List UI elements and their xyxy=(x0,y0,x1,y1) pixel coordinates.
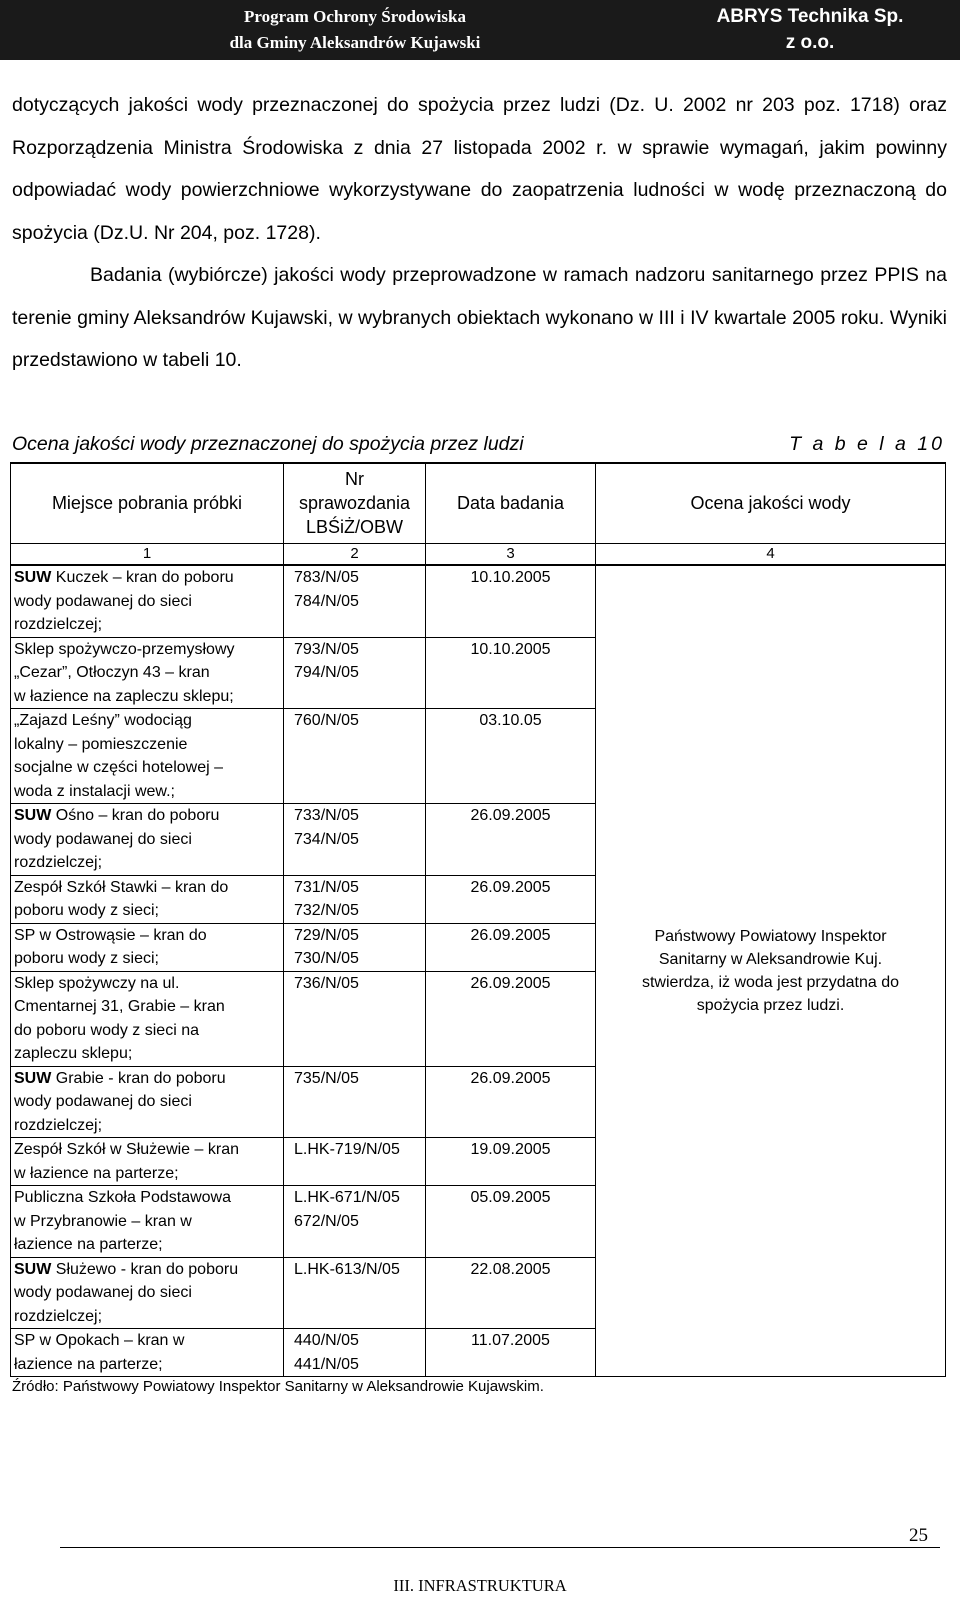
column-number: 1 xyxy=(11,543,284,565)
location-line: zapleczu sklepu; xyxy=(14,1045,133,1062)
report-number-line: 729/N/05 xyxy=(294,926,359,944)
facility-type: SUW xyxy=(14,1069,52,1087)
location-line: łazience na parterze; xyxy=(14,1355,163,1373)
report-number-line: 736/N/05 xyxy=(294,974,359,992)
assessment-line: stwierdza, iż woda jest przydatna do xyxy=(641,974,899,991)
table-caption xyxy=(12,433,947,463)
sample-location xyxy=(11,875,284,923)
location-line: w łazience na parterze; xyxy=(14,1164,179,1182)
header-data-badania: Data badania xyxy=(426,463,596,543)
table-title: Ocena jakości wody przeznaczonej do spożycia przez ludzi xyxy=(12,433,524,455)
assessment-line: spożycia przez ludzi. xyxy=(696,997,845,1014)
sample-location xyxy=(11,1138,284,1186)
report-number xyxy=(284,1186,426,1258)
assessment-line: Sanitarny w Aleksandrowie Kuj. xyxy=(658,951,883,968)
location-line: „Cezar”, Otłoczyn 43 – kran xyxy=(14,664,210,681)
table-label: T a b e l a 10 xyxy=(789,433,945,455)
location-line: rozdzielczej; xyxy=(14,616,103,633)
location-text: Służewo - kran do poboru xyxy=(51,1260,239,1278)
test-date: 26.09.2005 xyxy=(426,971,596,1066)
test-date: 26.09.2005 xyxy=(426,804,596,876)
location-line: wody podawanej do sieci xyxy=(14,1284,192,1301)
test-date: 26.09.2005 xyxy=(426,1066,596,1138)
column-number: 3 xyxy=(426,543,596,565)
location-line: Publiczna Szkoła Podstawowa xyxy=(14,1189,232,1206)
location-line: SP w Ostrowąsie – kran do xyxy=(14,926,207,944)
paragraph-2: Badania (wybiórcze) jakości wody przeprowadzone w ramach nadzoru sanitarnego przez PPIS na terenie gminy Aleksandrów Kujawski, w wybranych obiektach wykonano w III i IV kwartale 2005 roku. Wyniki przedstawiono w tabeli 10. xyxy=(12,264,947,371)
location-line: woda z instalacji wew.; xyxy=(14,782,175,800)
report-number-line: 794/N/05 xyxy=(294,664,359,681)
report-number xyxy=(284,1066,426,1138)
location-line: Sklep spożywczy na ul. xyxy=(14,974,180,992)
location-text: Kuczek – kran do poboru xyxy=(51,569,234,586)
report-number xyxy=(284,971,426,1066)
header-company-name xyxy=(660,4,960,56)
body-text xyxy=(12,84,947,382)
report-number-line: 672/N/05 xyxy=(294,1212,359,1230)
report-number xyxy=(284,1329,426,1377)
report-number xyxy=(284,1257,426,1329)
sample-location xyxy=(11,804,284,876)
report-number xyxy=(284,875,426,923)
paragraph-1: dotyczących jakości wody przeznaczonej do spożycia przez ludzi (Dz. U. 2002 nr 203 poz. 1718) oraz Rozporządzenia Ministra Środowiska z dnia 27 listopada 2002 r. w sprawie wymagań, jakim powinny odpowiadać wody powierzchniowe wykorzystywane do zaopatrzenia ludności w wodę przeznaczoną do spożycia (Dz.U. Nr 204, poz. 1728). xyxy=(12,94,947,244)
sample-location xyxy=(11,1329,284,1377)
header-left-line2: dla Gminy Aleksandrów Kujawski xyxy=(229,33,481,52)
location-line xyxy=(14,1067,280,1091)
sample-location xyxy=(11,565,284,637)
location-line: w Przybranowie – kran w xyxy=(14,1212,192,1230)
report-number-line: 441/N/05 xyxy=(294,1355,359,1373)
assessment-line: Państwowy Powiatowy Inspektor xyxy=(654,928,887,945)
table-source-note: Źródło: Państwowy Powiatowy Inspektor Sanitarny w Aleksandrowie Kujawskim. xyxy=(12,1378,544,1395)
location-line: rozdzielczej; xyxy=(14,1116,103,1134)
report-number xyxy=(284,923,426,971)
quality-assessment xyxy=(596,565,946,1377)
footer-divider xyxy=(60,1547,940,1548)
table-container xyxy=(10,462,946,1377)
location-text: Grabie - kran do poboru xyxy=(51,1069,226,1087)
location-line: rozdzielczej; xyxy=(14,854,103,871)
facility-type: SUW xyxy=(14,569,52,586)
test-date: 05.09.2005 xyxy=(426,1186,596,1258)
header-program-title xyxy=(195,4,515,56)
report-number xyxy=(284,1138,426,1186)
facility-type: SUW xyxy=(14,1260,52,1278)
location-line: poboru wody z sieci; xyxy=(14,950,159,967)
test-date: 10.10.2005 xyxy=(426,637,596,709)
test-date: 26.09.2005 xyxy=(426,923,596,971)
location-line: lokalny – pomieszczenie xyxy=(14,735,188,753)
header-ocena: Ocena jakości wody xyxy=(596,463,946,543)
location-line: socjalne w części hotelowej – xyxy=(14,759,223,776)
location-line: SP w Opokach – kran w xyxy=(14,1332,185,1349)
report-number-line: 733/N/05 xyxy=(294,807,359,824)
test-date: 19.09.2005 xyxy=(426,1138,596,1186)
report-number xyxy=(284,804,426,876)
report-number-line: L.HK-671/N/05 xyxy=(294,1189,400,1206)
table-body xyxy=(11,565,946,1377)
location-line xyxy=(14,1258,280,1282)
report-number-line: 732/N/05 xyxy=(294,902,359,919)
location-line: „Zajazd Leśny” wodociąg xyxy=(14,712,192,729)
header-left-line1: Program Ochrony Środowiska xyxy=(244,7,466,26)
location-line: Zespół Szkół Stawki – kran do xyxy=(14,878,229,896)
report-number-line: 784/N/05 xyxy=(294,592,359,610)
header-nr-sprawozdania: Nr sprawozdania LBŚiŻ/OBW xyxy=(284,463,426,543)
location-line: wody podawanej do sieci xyxy=(14,830,192,848)
sample-location xyxy=(11,1066,284,1138)
report-number-line: L.HK-719/N/05 xyxy=(294,1141,400,1158)
test-date: 10.10.2005 xyxy=(426,565,596,637)
location-line: wody podawanej do sieci xyxy=(14,1093,192,1110)
report-number xyxy=(284,637,426,709)
water-quality-table xyxy=(10,462,946,1377)
location-line: Cmentarnej 31, Grabie – kran xyxy=(14,998,225,1015)
column-number: 4 xyxy=(596,543,946,565)
sample-location xyxy=(11,923,284,971)
report-number-line: L.HK-613/N/05 xyxy=(294,1260,400,1278)
test-date: 03.10.05 xyxy=(426,709,596,804)
location-line: Sklep spożywczo-przemysłowy xyxy=(14,640,235,658)
report-number-line: 783/N/05 xyxy=(294,569,359,586)
sample-location xyxy=(11,709,284,804)
sample-location xyxy=(11,637,284,709)
location-line: poboru wody z sieci; xyxy=(14,902,159,919)
location-line: łazience na parterze; xyxy=(14,1236,163,1253)
page-number: 25 xyxy=(909,1525,928,1546)
column-number: 2 xyxy=(284,543,426,565)
table-row xyxy=(11,565,946,637)
report-number-line: 735/N/05 xyxy=(294,1069,359,1087)
footer-section-title: III. INFRASTRUKTURA xyxy=(393,1576,567,1595)
location-line xyxy=(14,566,280,590)
location-line: do poboru wody z sieci na xyxy=(14,1021,199,1039)
test-date: 11.07.2005 xyxy=(426,1329,596,1377)
test-date: 26.09.2005 xyxy=(426,875,596,923)
location-text: Ośno – kran do poboru xyxy=(51,807,220,824)
report-number-line: 730/N/05 xyxy=(294,950,359,967)
header-miejsce: Miejsce pobrania próbki xyxy=(11,463,284,543)
location-line xyxy=(14,804,280,828)
sample-location xyxy=(11,1257,284,1329)
report-number-line: 731/N/05 xyxy=(294,878,359,896)
report-number-line: 760/N/05 xyxy=(294,712,359,729)
table-header-row xyxy=(11,463,946,543)
header-right-line2: z o.o. xyxy=(785,32,835,53)
header-right-line1: ABRYS Technika Sp. xyxy=(716,6,904,27)
location-line: w łazience na zapleczu sklepu; xyxy=(14,687,234,705)
test-date: 22.08.2005 xyxy=(426,1257,596,1329)
report-number xyxy=(284,565,426,637)
sample-location xyxy=(11,971,284,1066)
report-number-line: 734/N/05 xyxy=(294,830,359,848)
report-number-line: 793/N/05 xyxy=(294,640,359,658)
report-number xyxy=(284,709,426,804)
facility-type: SUW xyxy=(14,807,52,824)
report-number-line: 440/N/05 xyxy=(294,1332,359,1349)
column-number-row xyxy=(11,543,946,565)
location-line: Zespół Szkół w Służewie – kran xyxy=(14,1141,239,1158)
page-header xyxy=(0,0,960,60)
location-line: wody podawanej do sieci xyxy=(14,592,192,610)
sample-location xyxy=(11,1186,284,1258)
location-line: rozdzielczej; xyxy=(14,1307,103,1325)
